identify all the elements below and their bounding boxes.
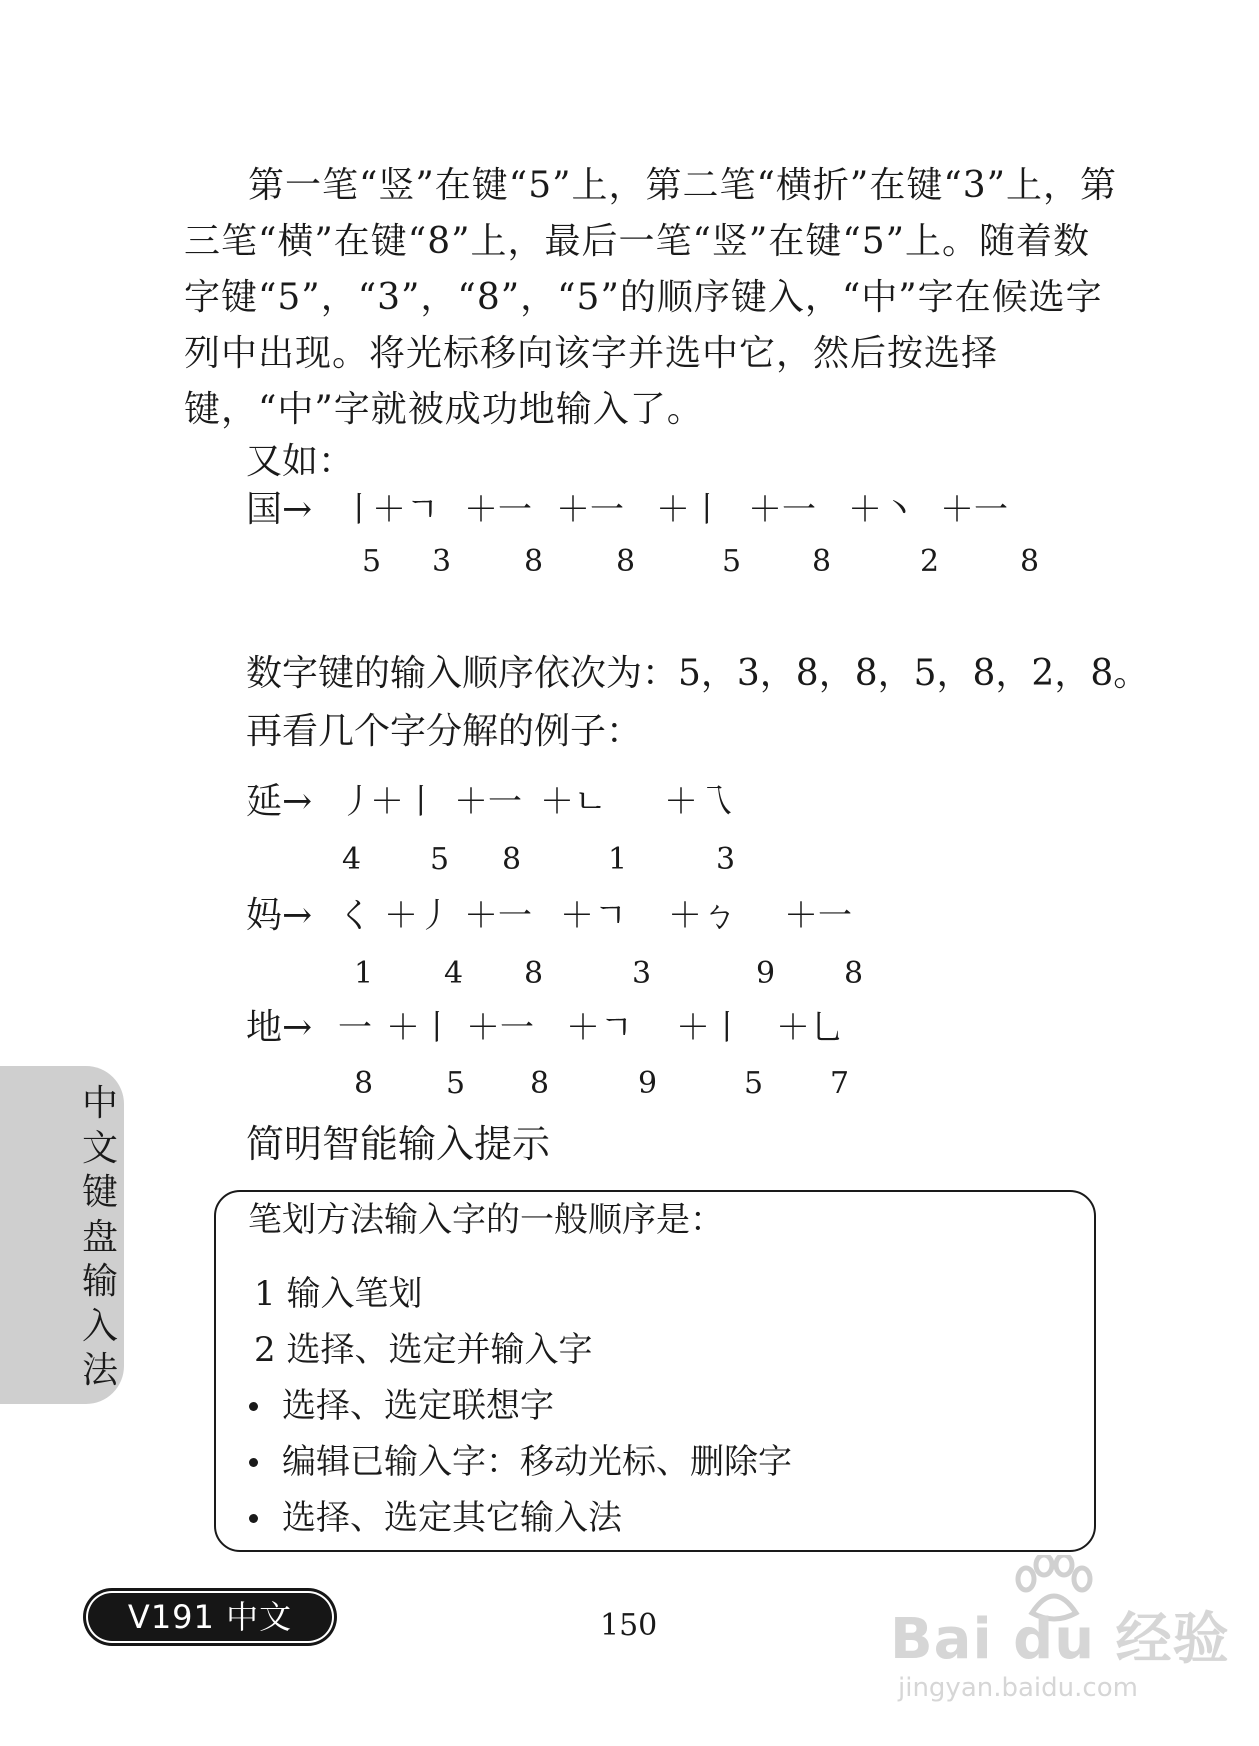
side-tab-char: 盘 [81,1216,118,1258]
key-number: 1 [354,956,374,991]
stroke-glyph: ＋一 [464,490,532,530]
stroke-glyph: ＋ㄱ [566,1008,633,1048]
key-number: 8 [1020,544,1040,579]
key-number: 8 [524,956,544,991]
stroke-glyph: ＋ㄅ [668,896,736,936]
stroke-glyph: 丨 [342,490,376,530]
key-number: 3 [716,842,736,877]
bullet-icon [249,1514,258,1523]
arrow-icon: → [282,1007,313,1048]
stroke-glyph: 丿 [340,782,374,822]
tip-bullet-item: 选择、选定联想字 [282,1386,554,1426]
example-di-character: 地 [246,1007,283,1048]
example-di-strokes [0,1006,1259,1050]
tip-box-title: 笔划方法输入字的一般顺序是： [248,1200,724,1240]
key-number: 9 [638,1066,658,1101]
example-yan-strokes [0,780,1259,824]
key-number: 5 [744,1066,764,1101]
stroke-glyph: ＋一 [556,490,624,530]
stroke-glyph: く [338,896,372,936]
key-number: 3 [632,956,652,991]
side-tab-char: 输 [81,1261,118,1302]
bullet-icon [249,1402,258,1411]
example-guo-strokes [0,488,1259,532]
key-number: 8 [812,544,832,579]
stroke-glyph: ＋乚 [776,1008,844,1048]
stroke-glyph: ＋ㄴ [540,782,607,822]
example-yan-keys [0,838,1259,882]
key-number: 5 [446,1066,466,1101]
key-number: 4 [342,842,362,877]
more-examples-text: 再看几个字分解的例子： [246,711,643,752]
key-number: 8 [844,956,864,991]
side-tab-char: 文 [81,1127,118,1169]
tip-heading: 简明智能输入提示 [246,1122,551,1166]
side-tab-char: 入 [81,1305,118,1347]
key-number: 1 [608,842,628,877]
example-guo-keys [0,540,1259,584]
watermark-brand: Bai du 经验 [890,1607,1230,1672]
stroke-glyph: ＋一 [466,1008,534,1048]
arrow-icon: → [282,781,313,822]
example-guo-character: 国 [246,489,283,530]
example-yan-character: 延 [246,781,283,822]
watermark-url: jingyan.baidu.com [898,1673,1138,1703]
stroke-glyph: ＋ㄱ [560,896,627,936]
key-number: 5 [362,544,382,579]
key-number: 8 [502,842,522,877]
tip-bullet-item: 编辑已输入字：移动光标、删除字 [282,1442,792,1482]
key-number: 8 [524,544,544,579]
intro-paragraph: 第一笔“竖”在键“5”上，第二笔“横折”在键“3”上，第三笔“横”在键“8”上，最后一笔“竖”在键“5”上。随着数字键“5”，“3”，“8”，“5”的顺序键入，“中”字在候选字列中出现。将光标移向该字并选中它，然后按选择键，“中”字就被成功地输入了。 [184,165,1118,430]
key-number: 3 [432,544,452,579]
stroke-glyph: 一 [338,1008,372,1048]
tip-bullet-item: 选择、选定其它输入法 [282,1498,622,1538]
stroke-glyph: ＋一 [940,490,1008,530]
key-number: 4 [444,956,464,991]
arrow-icon: → [282,489,313,530]
stroke-glyph: ＋ㄱ [372,490,439,530]
side-tab-text [78,1082,122,1394]
tip-numbered-item: 1 输入笔划 [254,1274,423,1314]
key-number: 7 [830,1066,850,1101]
page-number: 150 [600,1608,658,1643]
key-number: 8 [616,544,636,579]
example-ma-strokes [0,894,1259,938]
model-badge: V191 中文 [86,1591,334,1643]
example-di-keys [0,1062,1259,1106]
key-number: 9 [756,956,776,991]
key-number: 5 [430,842,450,877]
key-number: 8 [530,1066,550,1101]
stroke-glyph: ＋一 [748,490,816,530]
example-intro: 又如： [246,441,355,482]
key-number: 5 [722,544,742,579]
stroke-glyph: ＋乁 [664,782,732,822]
bullet-icon [249,1458,258,1467]
side-tab-char: 键 [81,1172,118,1213]
arrow-icon: → [282,895,313,936]
stroke-glyph: ＋丨 [656,490,724,530]
stroke-glyph: ＋丨 [676,1008,744,1048]
stroke-glyph: ＋丨 [370,782,438,822]
baidu-watermark [890,1555,1230,1715]
side-tab-char: 中 [81,1083,118,1124]
example-ma-character: 妈 [246,895,283,936]
key-number: 8 [354,1066,374,1101]
example-ma-keys [0,952,1259,996]
stroke-glyph: ＋一 [784,896,852,936]
stroke-glyph: ＋丨 [386,1008,454,1048]
stroke-glyph: ＋丿 [384,896,452,936]
tip-numbered-item: 2 选择、选定并输入字 [254,1330,593,1370]
side-tab-char: 法 [81,1350,118,1391]
stroke-glyph: ＋一 [464,896,532,936]
key-number: 2 [920,544,940,579]
stroke-glyph: ＋一 [454,782,522,822]
stroke-glyph: ＋丶 [848,490,916,530]
sequence-text: 数字键的输入顺序依次为：5，3，8，8，5，8，2，8。 [246,653,1150,694]
